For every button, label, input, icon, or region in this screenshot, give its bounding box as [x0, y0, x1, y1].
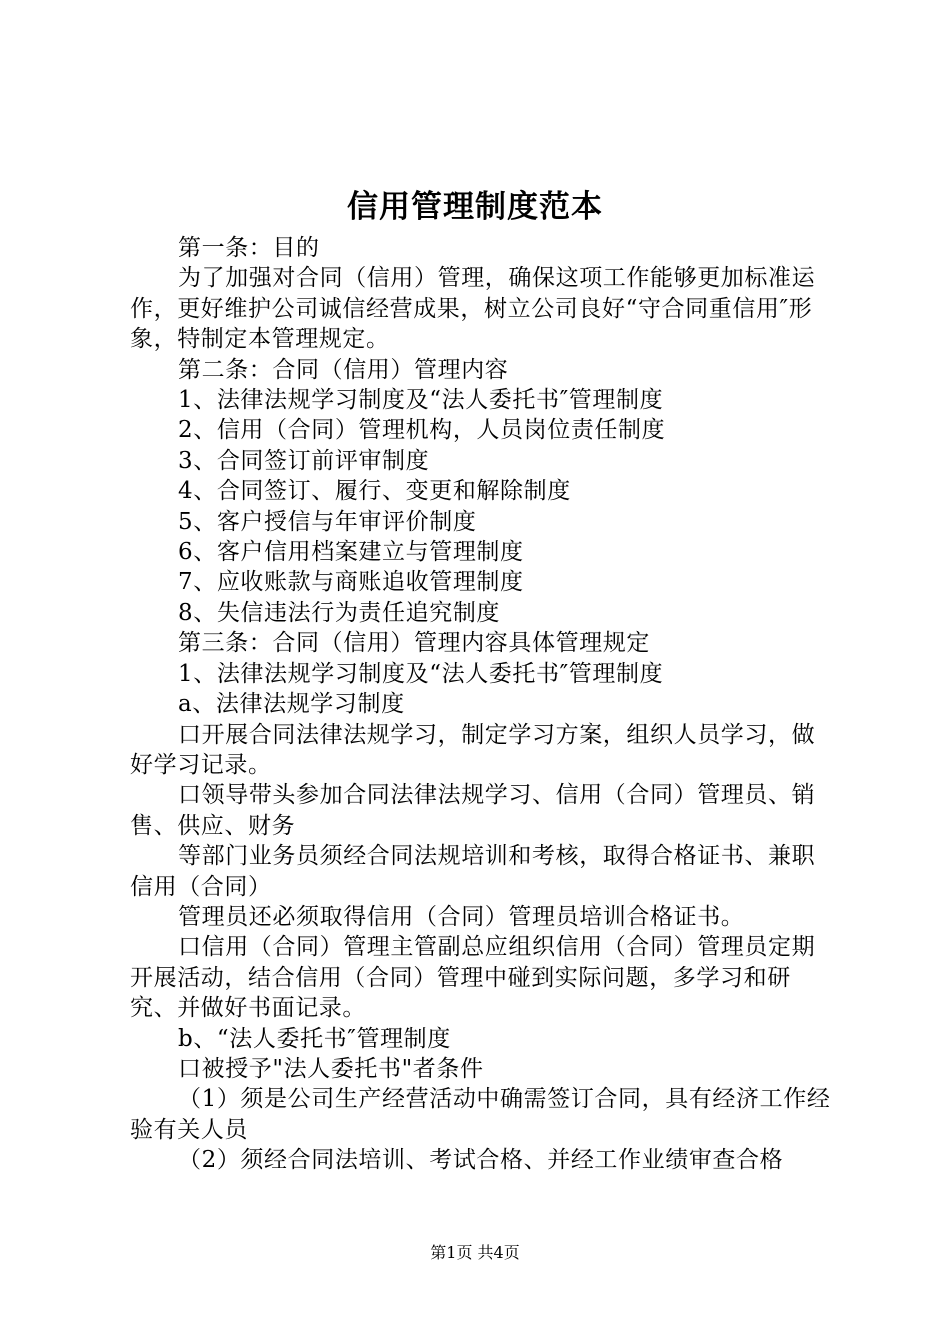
- paragraph: 5、客户授信与年审评价制度: [178, 508, 477, 535]
- paragraph: 口开展合同法律法规学习，制定学习方案，组织人员学习，做好学习记录。: [130, 721, 816, 778]
- paragraph: 3、合同签订前评审制度: [178, 447, 430, 474]
- paragraph: 第三条：合同（信用）管理内容具体管理规定: [178, 630, 650, 657]
- paragraph: 2、信用（合同）管理机构，人员岗位责任制度: [178, 417, 666, 444]
- paragraph: 1、法律法规学习制度及“法人委托书″管理制度: [178, 387, 664, 414]
- paragraph: b、“法人委托书″管理制度: [178, 1025, 451, 1052]
- paragraph: 管理员还必须取得信用（合同）管理员培训合格证书。: [178, 903, 745, 930]
- paragraph: 口信用（合同）管理主管副总应组织信用（合同）管理员定期开展活动，结合信用（合同）管理中碰到实际问题，多学习和研究、并做好书面记录。: [130, 934, 816, 1022]
- paragraph: （1）须是公司生产经营活动中确需签订合同，具有经济工作经验有关人员: [130, 1086, 831, 1143]
- paragraph: 口领导带头参加合同法律法规学习、信用（合同）管理员、销售、供应、财务: [130, 782, 816, 839]
- paragraph: 8、失信违法行为责任追究制度: [178, 599, 501, 626]
- paragraph: 1、法律法规学习制度及“法人委托书″管理制度: [178, 660, 664, 687]
- paragraph: （2）须经合同法培训、考试合格、并经工作业绩审查合格: [178, 1147, 784, 1174]
- document-body: [130, 233, 836, 1176]
- paragraph: 等部门业务员须经合同法规培训和考核，取得合格证书、兼职信用（合同）: [130, 843, 816, 900]
- paragraph: 7、应收账款与商账追收管理制度: [178, 569, 524, 596]
- paragraph: 6、客户信用档案建立与管理制度: [178, 539, 524, 566]
- paragraph: 口被授予"法人委托书"者条件: [178, 1055, 484, 1082]
- page-number-footer: 第1页 共4页: [430, 1243, 520, 1262]
- document-title: 信用管理制度范本: [347, 189, 603, 225]
- paragraph: 4、合同签订、履行、变更和解除制度: [178, 478, 571, 505]
- paragraph: 为了加强对合同（信用）管理，确保这项工作能够更加标准运作，更好维护公司诚信经营成果，树立公司良好“守合同重信用″形象，特制定本管理规定。: [130, 265, 816, 353]
- paragraph: 第二条：合同（信用）管理内容: [178, 356, 509, 383]
- paragraph: a、法律法规学习制度: [178, 691, 405, 718]
- paragraph: 第一条：目的: [178, 235, 320, 261]
